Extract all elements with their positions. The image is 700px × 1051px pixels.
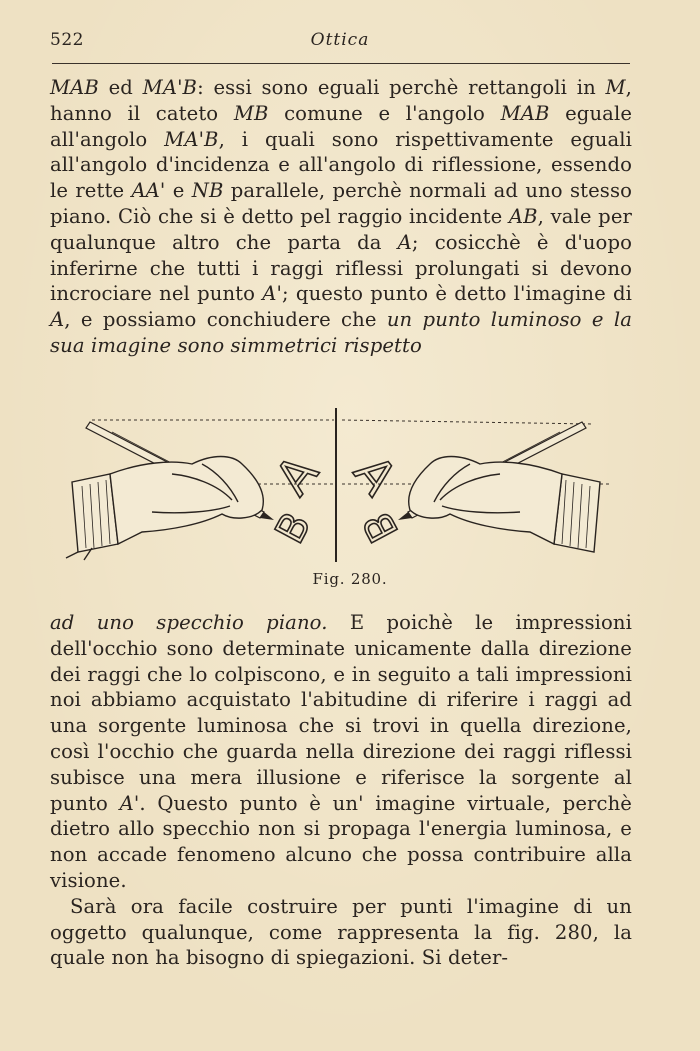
dashed-line-top-right — [342, 420, 592, 424]
paragraph-continued: MAB ed MA'B: essi sono eguali perchè rettangoli in M, hanno il cateto MB comune e l'angolo MAB eguale all'angolo MA'B, i quali sono rispettivamente eguali all'angolo d'incidenza e all'angolo di riflessione, essendo le rette AA' e NB parallele, perchè normali ad uno stesso piano. Ciò che si è detto pel raggio incidente AB, vale per qualunque altro che parta da A; cosicchè è d'uopo inferirne che tutti i raggi riflessi prolungati si devono incrociare nel punto A'; questo punto è detto l'imagine di A, e possiamo conchiudere che un punto luminoso e la sua imagine sono simmetrici rispetto — [50, 76, 633, 357]
page-header — [50, 28, 630, 56]
left-letter-a: A — [265, 445, 330, 506]
header-rule — [52, 63, 630, 64]
top-text-block — [50, 75, 632, 359]
right-letter-a: A — [342, 445, 407, 506]
right-mirror-image — [343, 422, 600, 552]
mirror-illustration — [52, 402, 632, 572]
page-number: 522 — [50, 30, 84, 50]
paragraph-conclusion: ad uno specchio piano. E poichè le impressioni dell'occhio sono determinate unicamente dalla direzione dei raggi che lo colpiscono, e in seguito a tali impressioni noi abbiamo acquistato l'abitudine di riferire i raggi ad una sorgente luminosa che si trovi in quella direzione, così l'occhio che guarda nella direzione dei raggi riflessi subisce una mera illusione e riferisce la sorgente al punto A'. Questo punto è un' imagine virtuale, perchè dietro allo specchio non si propaga l'energia luminosa, e non accade fenomeno alcuno che possa contribuire alla visione. — [50, 611, 633, 892]
right-letter-b: B — [351, 505, 406, 552]
figure-caption: Fig. 280. — [312, 570, 388, 588]
right-hand — [409, 457, 600, 553]
bottom-text-block — [50, 610, 632, 971]
left-letter-b: B — [266, 505, 321, 552]
left-hand — [66, 457, 263, 561]
figure-280 — [52, 402, 632, 572]
paragraph-next: Sarà ora facile costruire per punti l'imagine di un oggetto qualunque, come rappresenta la fig. 280, la quale non ha bisogno di spiegazioni. Si deter- — [50, 894, 632, 970]
running-title: Ottica — [310, 30, 370, 50]
